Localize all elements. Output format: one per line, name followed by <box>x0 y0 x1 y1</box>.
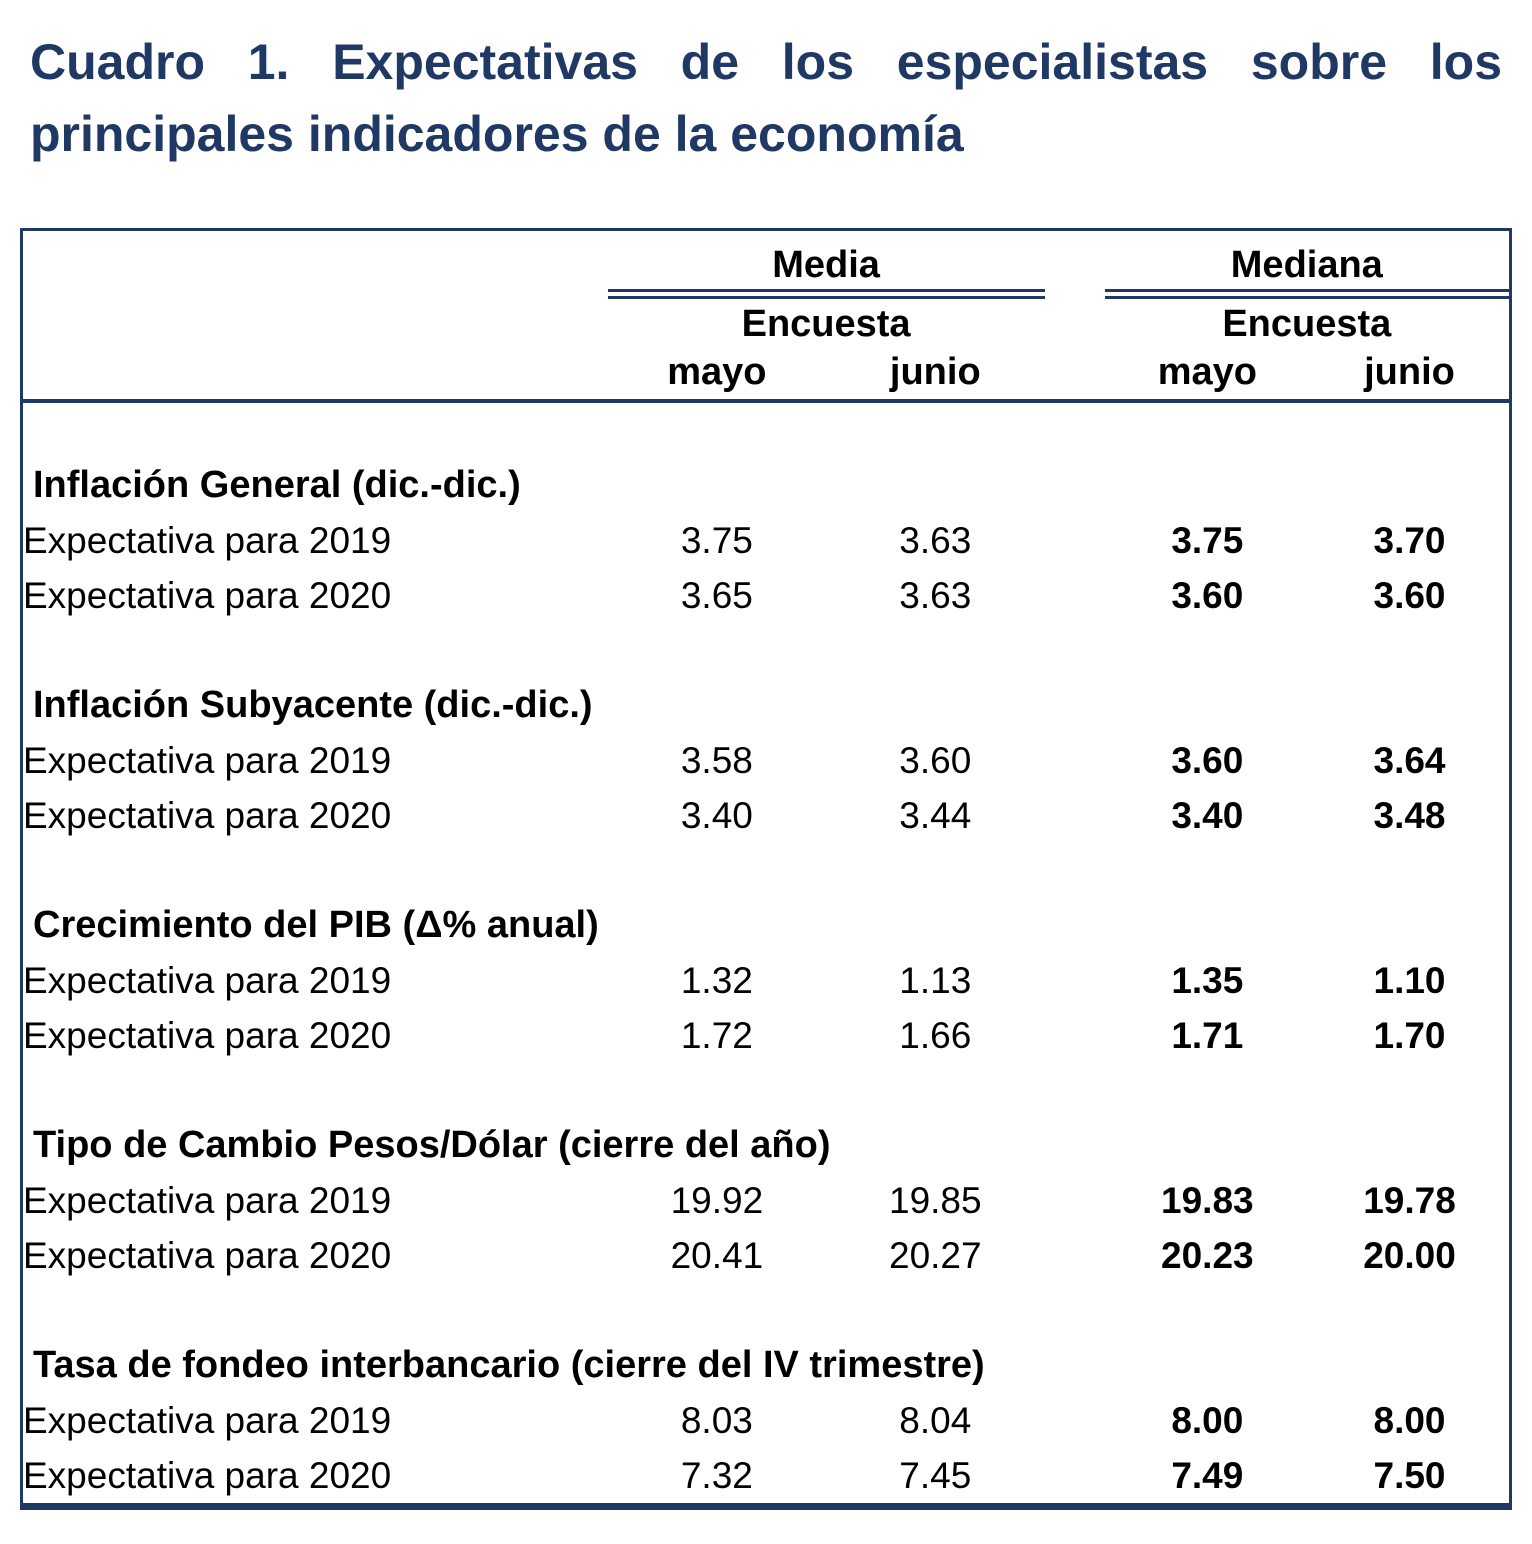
row-label: Expectativa para 2020 <box>23 794 392 836</box>
section-spacer <box>22 623 1511 678</box>
mediana-double-rule <box>1105 289 1509 299</box>
value-mediana-junio: 1.70 <box>1373 1014 1446 1056</box>
value-media-junio: 20.27 <box>889 1234 982 1276</box>
value-mediana-junio: 19.78 <box>1363 1179 1456 1221</box>
page-title-line-2: principales indicadores de la economía <box>30 106 964 162</box>
value-mediana-junio: 3.70 <box>1373 519 1446 561</box>
value-media-mayo: 1.72 <box>680 1014 753 1056</box>
row-label: Expectativa para 2019 <box>23 519 392 561</box>
value-media-junio: 3.60 <box>899 739 972 781</box>
value-media-mayo: 7.32 <box>680 1454 753 1496</box>
value-mediana-mayo: 3.40 <box>1171 794 1244 836</box>
page-title <box>30 26 1502 170</box>
section-spacer <box>22 1063 1511 1118</box>
value-mediana-mayo: 3.60 <box>1171 739 1244 781</box>
value-media-mayo: 3.75 <box>680 519 753 561</box>
section-header-tipo-de-cambio <box>22 1118 1511 1173</box>
column-header-row <box>22 349 1511 401</box>
row-label: Expectativa para 2019 <box>23 1399 392 1441</box>
section-header-crecimiento-pib <box>22 898 1511 953</box>
mediana-encuesta-subheader: Encuesta <box>1222 302 1392 345</box>
value-media-junio: 7.45 <box>899 1454 972 1496</box>
section-header-inflacion-subyacente <box>22 678 1511 733</box>
section-label: Inflación Subyacente (dic.-dic.) <box>33 684 593 726</box>
section-label: Tipo de Cambio Pesos/Dólar (cierre del año) <box>33 1124 831 1166</box>
value-media-junio: 3.63 <box>899 574 972 616</box>
value-media-junio: 1.13 <box>899 959 972 1001</box>
value-mediana-mayo: 1.35 <box>1171 959 1244 1001</box>
value-media-junio: 3.44 <box>899 794 972 836</box>
expectations-table <box>20 228 1512 1510</box>
page-title-line-1: Cuadro 1. Expectativas de los especialistas sobre los <box>30 34 1502 90</box>
row-label: Expectativa para 2020 <box>23 1454 392 1496</box>
section-spacer <box>22 843 1511 898</box>
value-media-mayo: 8.03 <box>680 1399 753 1441</box>
table-row <box>22 513 1511 568</box>
section-spacer <box>22 401 1511 458</box>
table-row <box>22 568 1511 623</box>
section-header-tasa-de-fondeo <box>22 1338 1511 1393</box>
row-label: Expectativa para 2020 <box>23 1014 392 1056</box>
corner-cell <box>22 230 608 290</box>
value-mediana-mayo: 3.60 <box>1171 574 1244 616</box>
value-media-mayo: 1.32 <box>680 959 753 1001</box>
value-media-junio: 19.85 <box>889 1179 982 1221</box>
table-row <box>22 788 1511 843</box>
value-mediana-junio: 8.00 <box>1373 1399 1446 1441</box>
value-mediana-mayo: 8.00 <box>1171 1399 1244 1441</box>
section-header-inflacion-general <box>22 458 1511 513</box>
value-mediana-junio: 7.50 <box>1373 1454 1446 1496</box>
column-header-media-junio: junio <box>826 349 1044 401</box>
group-header-row <box>22 230 1511 290</box>
table-row <box>22 1173 1511 1228</box>
section-label: Inflación General (dic.-dic.) <box>33 464 521 506</box>
double-rule-row <box>22 289 1511 299</box>
value-media-mayo: 19.92 <box>670 1179 764 1221</box>
section-label: Tasa de fondeo interbancario (cierre del IV trimestre) <box>33 1344 985 1386</box>
section-label: Crecimiento del PIB (Δ% anual) <box>33 904 599 946</box>
subheader-row <box>22 299 1511 349</box>
table-row <box>22 953 1511 1008</box>
value-mediana-junio: 20.00 <box>1363 1234 1456 1276</box>
value-mediana-junio: 3.48 <box>1373 794 1446 836</box>
table-row <box>22 1393 1511 1448</box>
media-encuesta-subheader: Encuesta <box>741 302 911 345</box>
value-media-mayo: 20.41 <box>670 1234 764 1276</box>
media-double-rule <box>608 289 1045 299</box>
value-mediana-mayo: 19.83 <box>1161 1179 1254 1221</box>
group-gap-cell <box>1045 230 1105 290</box>
section-spacer <box>22 1283 1511 1338</box>
row-label: Expectativa para 2020 <box>23 574 392 616</box>
value-media-junio: 1.66 <box>899 1014 972 1056</box>
table-row <box>22 1228 1511 1283</box>
column-header-mediana-junio: junio <box>1310 349 1510 401</box>
row-label: Expectativa para 2020 <box>23 1234 392 1276</box>
column-header-media-mayo: mayo <box>608 349 826 401</box>
media-group-header: Media <box>772 243 880 286</box>
table-row <box>22 1448 1511 1507</box>
value-media-mayo: 3.40 <box>680 794 753 836</box>
row-label: Expectativa para 2019 <box>23 959 392 1001</box>
value-mediana-mayo: 3.75 <box>1171 519 1244 561</box>
column-header-mediana-mayo: mayo <box>1105 349 1310 401</box>
row-label: Expectativa para 2019 <box>23 1179 392 1221</box>
value-mediana-mayo: 20.23 <box>1161 1234 1254 1276</box>
value-mediana-junio: 3.60 <box>1373 574 1446 616</box>
value-media-junio: 3.63 <box>899 519 972 561</box>
table-row <box>22 1008 1511 1063</box>
value-media-mayo: 3.65 <box>680 574 753 616</box>
value-mediana-junio: 3.64 <box>1373 739 1446 781</box>
mediana-group-header: Mediana <box>1230 243 1383 286</box>
value-mediana-mayo: 1.71 <box>1171 1014 1244 1056</box>
value-media-junio: 8.04 <box>899 1399 972 1441</box>
value-mediana-junio: 1.10 <box>1373 959 1446 1001</box>
value-mediana-mayo: 7.49 <box>1171 1454 1244 1496</box>
table-row <box>22 733 1511 788</box>
value-media-mayo: 3.58 <box>680 739 753 781</box>
row-label: Expectativa para 2019 <box>23 739 392 781</box>
